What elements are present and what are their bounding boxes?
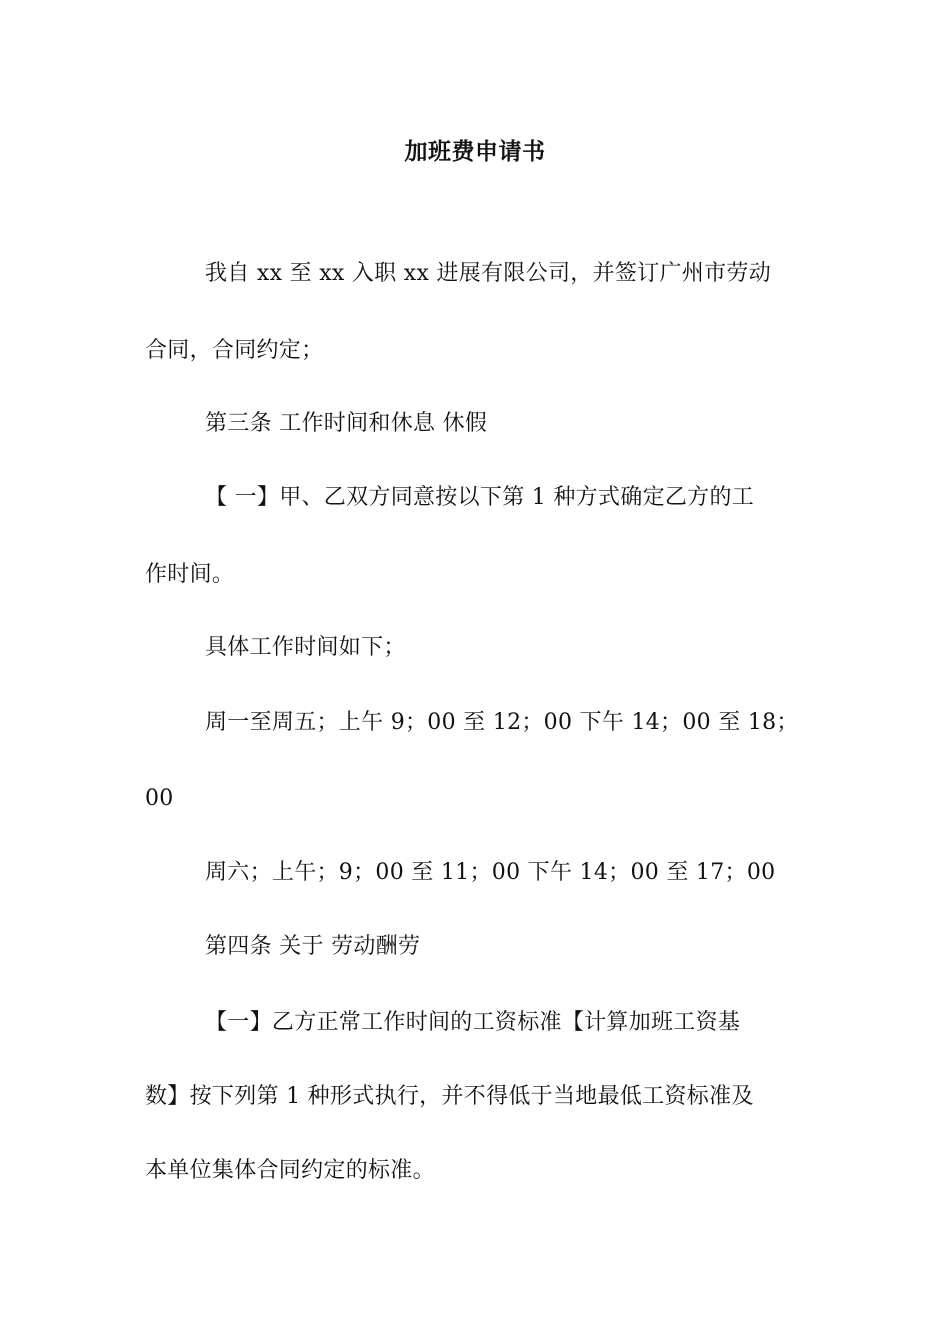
- article-three-heading: 第三条 工作时间和休息 休假: [205, 411, 488, 436]
- paragraph-line-5: 作时间。: [145, 562, 235, 587]
- paragraph-line-1: 我自 xx 至 xx 入职 xx 进展有限公司，并签订广州市劳动: [205, 261, 772, 286]
- article-four-heading: 第四条 关于 劳动酬劳: [205, 934, 421, 959]
- paragraph-line-2: 合同，合同约定；: [145, 338, 324, 363]
- weekday-hours-line: 周一至周五；上午 9；00 至 12；00 下午 14；00 至 18；: [205, 710, 799, 735]
- paragraph-line-6: 具体工作时间如下；: [205, 635, 406, 660]
- paragraph-line-4: 【 一】甲、乙双方同意按以下第 1 种方式确定乙方的工: [205, 485, 755, 510]
- paragraph-line-12: 数】按下列第 1 种形式执行，并不得低于当地最低工资标准及: [145, 1084, 754, 1109]
- paragraph-line-11: 【一】乙方正常工作时间的工资标准【计算加班工资基: [205, 1010, 741, 1035]
- document-title: 加班费申请书: [404, 138, 546, 165]
- paragraph-line-13: 本单位集体合同约定的标准。: [145, 1158, 435, 1183]
- saturday-hours-line: 周六；上午；9；00 至 11；00 下午 14；00 至 17；00: [205, 860, 776, 885]
- weekday-hours-continuation: 00: [145, 786, 174, 811]
